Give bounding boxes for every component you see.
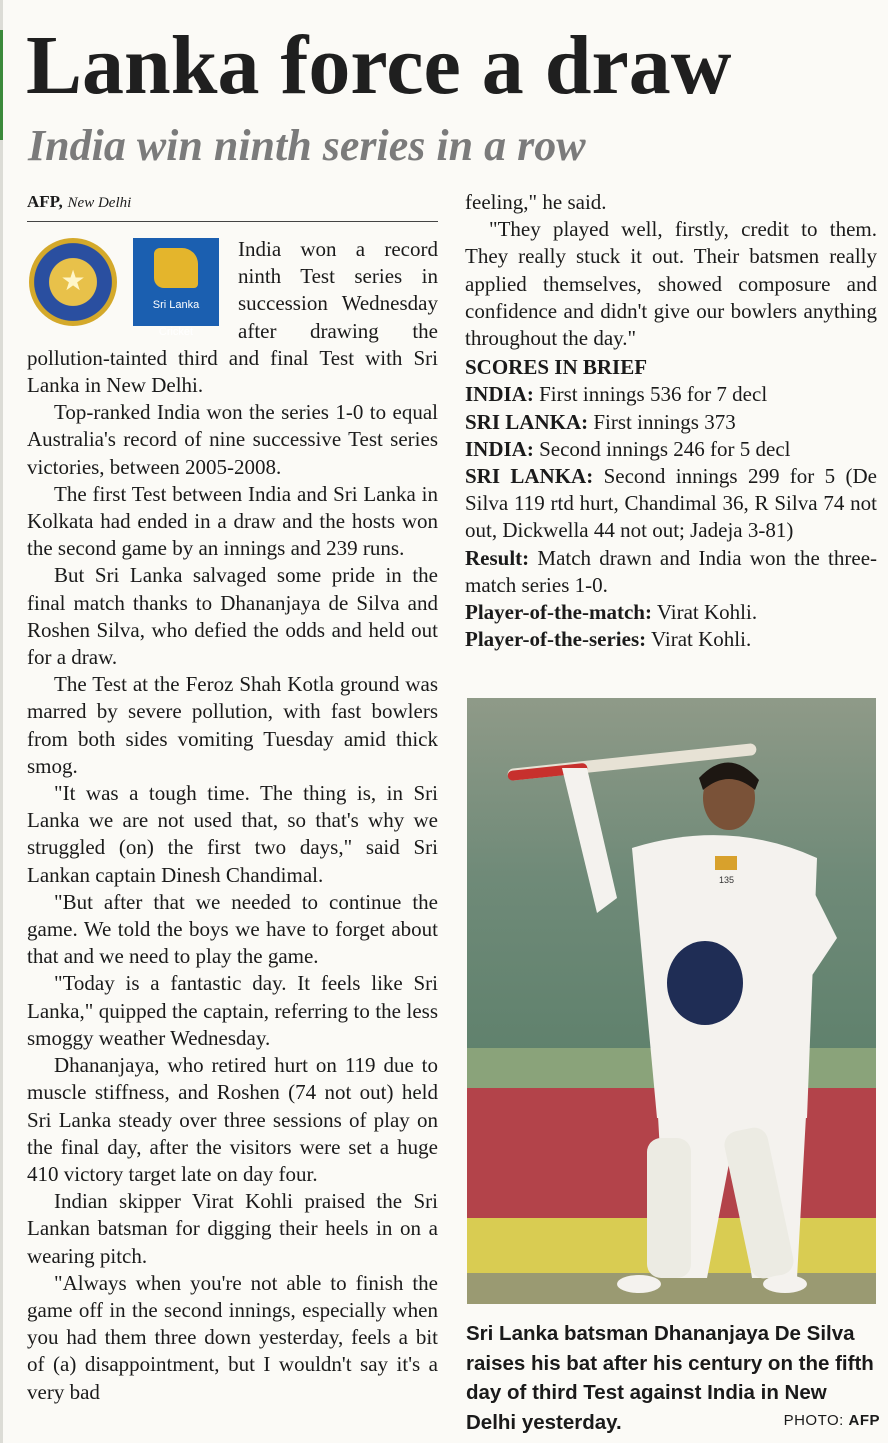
article-column-1 — [27, 236, 438, 1406]
shoe — [763, 1275, 807, 1293]
paragraph: "But after that we needed to continue the game. We told the boys we have to forget about that and we need to play the game. — [27, 889, 438, 969]
article-column-2 — [465, 189, 877, 653]
paragraph: Top-ranked India won the series 1-0 to equal Australia's record of nine successive Test series victories, between 2005-2008. — [27, 400, 438, 479]
helmet — [667, 941, 743, 1025]
byline-agency: AFP, — [27, 192, 63, 211]
paragraph: feeling," he said. — [465, 190, 607, 214]
paragraph: The first Test between India and Sri Lanka in Kolkata had ended in a draw and the hosts won the second game by an innings and 239 runs. — [27, 481, 438, 561]
photo-credit — [784, 1406, 880, 1436]
score-text: Match drawn and India won the three-match series 1-0. — [465, 545, 878, 597]
jersey-number: 135 — [719, 875, 735, 885]
byline-location: New Delhi — [67, 195, 132, 211]
news-photo — [467, 698, 876, 1304]
sri-lanka-cricket-logo — [133, 238, 219, 339]
cricketer-photo-illustration — [467, 698, 876, 1304]
logos — [27, 236, 232, 339]
paragraph: Dhananjaya, who retired hurt on 119 due to muscle stiffness, and Roshen (74 not out) held Sri Lanka steady over three sessions of play on the final day, after the visitors were set a huge 410 victory target late on day four. — [27, 1053, 438, 1186]
byline-rule — [27, 221, 438, 222]
caption-text: Sri Lanka batsman Dhananjaya De Silva raises his bat after his century on the fifth day of third Test against India in New Delhi yesterday. — [466, 1322, 874, 1434]
score-label: Player-of-the-series: — [465, 627, 647, 652]
score-line — [465, 381, 877, 408]
shoe — [617, 1275, 661, 1293]
paragraph: "It was a tough time. The thing is, in Sri Lanka we are not used that, so that's why we struggled (on) the first two days," said Sri Lankan captain Dinesh Chandimal. — [27, 781, 438, 887]
left-pad — [647, 1138, 691, 1278]
credit-prefix: PHOTO: — [783, 1411, 844, 1429]
paragraph: "Always when you're not able to finish the game off in the second innings, especially when you had them three down yesterday, feels a bit of (a) disappointment, but I wouldn't say it's a very bad — [27, 1270, 438, 1404]
credit-source: AFP — [848, 1411, 880, 1429]
score-line — [465, 463, 877, 545]
star-icon: ★ — [60, 266, 86, 297]
score-label: SRI LANKA: — [465, 409, 589, 434]
byline — [27, 192, 131, 213]
paragraph: The Test at the Feroz Shah Kotla ground was marred by severe pollution, with fast bowlers from both sides vomiting Tuesday amid thick smog. — [27, 672, 438, 778]
subheadline: India win ninth series in a row — [28, 121, 586, 170]
paragraph: "They played well, firstly, credit to them. They really stuck it out. Their batsmen really applied themselves, showed composure and confidence and didn't give our bowlers anything throughout the day." — [465, 217, 877, 351]
score-line — [465, 599, 877, 626]
score-text: First innings 373 — [593, 409, 736, 434]
lion-icon — [154, 248, 198, 288]
score-line — [465, 409, 877, 436]
page-edge — [0, 0, 3, 1443]
paragraph: Indian skipper Virat Kohli praised the Sri Lankan batsman for digging their heels in on a wearing pitch. — [27, 1189, 438, 1268]
page-edge-marker — [0, 30, 3, 140]
score-label: SRI LANKA: — [465, 464, 594, 489]
scores-heading: SCORES IN BRIEF — [465, 355, 648, 380]
paragraph: "Today is a fantastic day. It feels like Sri Lanka," quipped the captain, referring to the less smoggy weather Wednesday. — [27, 971, 438, 1050]
logo-text-line2: Cricket — [158, 326, 194, 339]
headline: Lanka force a draw — [26, 19, 732, 112]
score-line — [465, 545, 877, 599]
paragraph: India won a record ninth Test series in succession Wednesday after drawing the pollution-tainted third and final Test with Sri Lanka in New Delhi. — [27, 237, 438, 398]
logo-text-line1: Sri Lanka — [152, 299, 200, 311]
jersey-badge — [715, 856, 737, 870]
score-label: INDIA: — [465, 436, 534, 461]
paragraph: But Sri Lanka salvaged some pride in the final match thanks to Dhananjaya de Silva and Roshen Silva, who defied the odds and held out for a draw. — [27, 563, 438, 670]
score-text: First innings 536 for 7 decl — [539, 382, 768, 407]
score-line — [465, 626, 877, 653]
score-label: INDIA: — [465, 382, 534, 407]
photo-caption — [466, 1319, 880, 1437]
score-label: Player-of-the-match: — [465, 600, 652, 625]
score-line — [465, 436, 877, 463]
score-text: Virat Kohli. — [651, 627, 752, 652]
bcci-logo — [29, 238, 117, 326]
score-text: Virat Kohli. — [656, 600, 758, 625]
score-text: Second innings 246 for 5 decl — [539, 436, 791, 461]
score-text: Second innings 299 for 5 (De Silva 119 rtd hurt, Chandimal 36, R Silva 74 not out, Dickwella 44 not out; Jadeja 3-81) — [465, 464, 877, 543]
score-label: Result: — [465, 545, 530, 570]
